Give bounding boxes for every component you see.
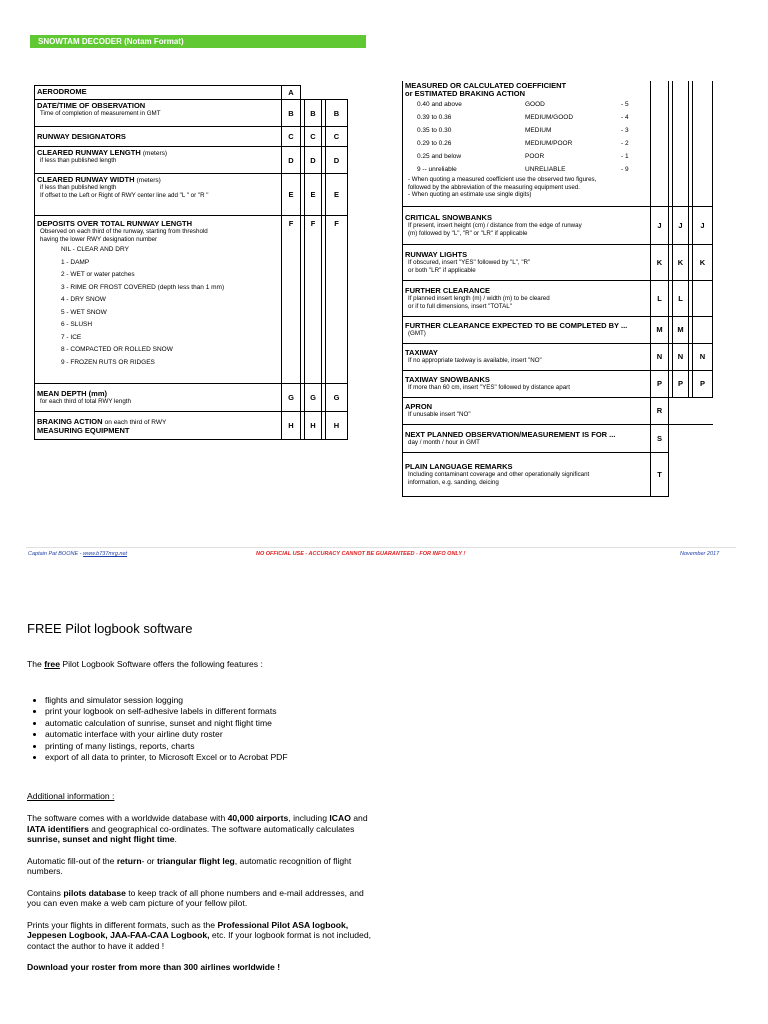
table-cell	[693, 316, 713, 343]
deposit-option: 7 - ICE	[61, 333, 82, 341]
field-letter: B	[305, 100, 322, 127]
row-date-time	[35, 100, 348, 127]
coefficient-label: MEDIUM/GOOD	[525, 114, 574, 121]
coefficient-range: 0.25 and below	[417, 153, 462, 160]
field-letter: J	[693, 206, 713, 244]
field-letter: H	[282, 412, 301, 440]
table-cell: BRAKING ACTION on each third of RWY MEASURING EQUIPMENT	[35, 412, 282, 440]
coefficient-code: - 3	[621, 127, 629, 134]
field-letter: F	[326, 216, 348, 384]
deposit-option: 5 - WET SNOW	[61, 308, 107, 316]
field-letter: B	[326, 100, 348, 127]
row-apron	[403, 397, 713, 424]
table-cell	[669, 424, 713, 452]
coefficient-range: 0.39 to 0.36	[417, 114, 452, 121]
row-braking-action	[35, 412, 348, 440]
table-cell: RUNWAY LIGHTS If obscured, insert "YES" followed by "L", "R" or both "LR" if applicable	[403, 244, 651, 280]
table-cell: FURTHER CLEARANCE If planned insert length (m) / width (m) to be cleared or if to full dimensions, insert "TOTAL"	[403, 280, 651, 316]
table-cell: DATE/TIME OF OBSERVATION Time of completion of measurement in GMT	[35, 100, 282, 127]
deposit-option: 9 - FROZEN RUTS OR RIDGES	[61, 358, 155, 366]
row-taxiway	[403, 343, 713, 370]
deposit-option: 3 - RIME OR FROST COVERED (depth less than 1 mm)	[61, 283, 225, 291]
deposit-option: 8 - COMPACTED OR ROLLED SNOW	[61, 346, 173, 353]
field-letter: G	[282, 384, 301, 412]
table-cell: RUNWAY DESIGNATORS	[35, 127, 282, 147]
paragraph-database: The software comes with a worldwide database with 40,000 airports, including ICAO and IATA identifiers and geographical co-ordinates. The software automatically calculates sunrise, sunset and night flight time.	[27, 813, 368, 844]
field-letter: D	[326, 147, 348, 174]
field-letter: R	[651, 397, 669, 424]
table-cell: NEXT PLANNED OBSERVATION/MEASUREMENT IS FOR ... day / month / hour in GMT	[403, 424, 651, 452]
field-letter: P	[651, 370, 669, 397]
snowtam-right-table	[402, 81, 713, 497]
row-cleared-width	[35, 174, 348, 216]
row-aerodrome	[35, 86, 348, 100]
field-letter: N	[651, 343, 669, 370]
field-letter: C	[326, 127, 348, 147]
field-letter: K	[651, 244, 669, 280]
coefficient-code: - 9	[621, 166, 629, 173]
table-cell: CLEARED RUNWAY WIDTH (meters) if less than published length If offset to the Left or Right of RWY center line add "L " or "R "	[35, 174, 282, 216]
coefficient-row	[405, 137, 648, 150]
paragraph-pilots-db: Contains pilots database to keep track of all phone numbers and e-mail addresses, and you can even make a web cam picture of your fellow pilot.	[27, 887, 364, 908]
features-list	[27, 695, 405, 763]
field-letter: T	[651, 452, 669, 496]
coefficient-label: GOOD	[525, 101, 545, 108]
row-further-clearance	[403, 280, 713, 316]
feature-item: • print your logbook on self-adhesive labels in different formats	[45, 706, 405, 717]
table-cell: CLEARED RUNWAY LENGTH (meters) if less than published length	[35, 147, 282, 174]
row-next-observation	[403, 424, 713, 452]
coefficient-range: 0.29 to 0.26	[417, 140, 452, 147]
row-critical-snowbanks	[403, 206, 713, 244]
table-cell: TAXIWAY If no appropriate taxiway is available, insert "NO"	[403, 343, 651, 370]
table-cell: MEAN DEPTH (mm) for each third of total RWY length	[35, 384, 282, 412]
table-cell: MEASURED OR CALCULATED COEFFICIENT or ESTIMATED BRAKING ACTION 0.40 and above GOOD - 5 0.39 to 0.36 MEDIUM/GOOD - 4 0.35 to 0.30 MEDIUM - 3 0.29 to 0.26 MEDIUM/POOR - 2 0.25 and below POOR - 1 9 -- unreliable UNRELIABLE - 9 - When quoting a measured coefficient use the observed two figures, followed by the abbreviation of the measuring equipment used. - When quoting an estimate use single digits)	[403, 81, 651, 206]
coefficient-row	[405, 150, 648, 163]
coefficient-label: UNRELIABLE	[525, 166, 566, 173]
coefficient-label: POOR	[525, 153, 545, 160]
coefficient-code: - 4	[621, 114, 629, 121]
row-braking-coefficient	[403, 81, 713, 206]
table-cell	[693, 280, 713, 316]
coefficient-rows	[405, 98, 648, 176]
coefficient-row	[405, 111, 648, 124]
coefficient-range: 0.35 to 0.30	[417, 127, 452, 134]
promo-body	[27, 813, 375, 984]
deposit-option: 2 - WET or water patches	[61, 271, 135, 278]
coefficient-code: - 1	[621, 153, 629, 160]
additional-info-heading: Additional information :	[27, 791, 115, 801]
snowtam-left-table	[34, 85, 348, 440]
coefficient-label: MEDIUM	[525, 127, 552, 134]
field-letter: B	[282, 100, 301, 127]
table-cell: TAXIWAY SNOWBANKS If more than 60 cm, insert "YES" followed by distance apart	[403, 370, 651, 397]
coefficient-row	[405, 98, 648, 111]
table-cell: FURTHER CLEARANCE EXPECTED TO BE COMPLETED BY ... (GMT)	[403, 316, 651, 343]
footer-divider	[26, 547, 736, 548]
row-mean-depth	[35, 384, 348, 412]
field-letter: J	[651, 206, 669, 244]
document-banner: SNOWTAM DECODER (Notam Format)	[30, 35, 366, 48]
coefficient-range: 0.40 and above	[417, 101, 462, 108]
field-letter: E	[305, 174, 322, 216]
deposit-option: 1 - DAMP	[61, 258, 90, 266]
field-letter: D	[282, 147, 301, 174]
table-cell: DEPOSITS OVER TOTAL RUNWAY LENGTH Observed on each third of the runway, starting from threshold having the lower RWY designation number NIL - CLEAR AND DRY 1 - DAMP 2 - WET or water patches 3 - RIME OR FROST COVERED (depth less than 1 mm) 4 - DRY SNOW 5 - WET SNOW 6 - SLUSH 7 - ICE 8 - COMPACTED OR ROLLED SNOW 9 - FROZEN RUTS OR RIDGES	[35, 216, 282, 384]
footer-disclaimer: NO OFFICIAL USE - ACCURACY CANNOT BE GUARANTEED - FOR INFO ONLY !	[256, 551, 466, 557]
field-letter: C	[305, 127, 322, 147]
row-runway-designators	[35, 127, 348, 147]
row-plain-remarks	[403, 452, 713, 496]
feature-item: • printing of many listings, reports, charts	[45, 741, 405, 752]
table-cell	[651, 81, 669, 206]
row-taxiway-snowbanks	[403, 370, 713, 397]
field-letter: K	[693, 244, 713, 280]
deposit-option: NIL - CLEAR AND DRY	[61, 246, 129, 253]
coefficient-row	[405, 124, 648, 137]
coefficient-row	[405, 163, 648, 176]
field-letter: G	[305, 384, 322, 412]
field-letter: D	[305, 147, 322, 174]
field-letter: G	[326, 384, 348, 412]
field-letter: N	[693, 343, 713, 370]
row-deposits	[35, 216, 348, 384]
promo-heading: FREE Pilot logbook software	[27, 621, 193, 636]
paragraph-autofill: Automatic fill-out of the return- or triangular flight leg, automatic recognition of flight numbers.	[27, 855, 352, 876]
table-cell	[669, 397, 713, 424]
feature-item: • automatic interface with your airline duty roster	[45, 729, 405, 740]
field-letter: F	[282, 216, 301, 384]
field-letter: E	[282, 174, 301, 216]
feature-item: • export of all data to printer, to Microsoft Excel or to Acrobat PDF	[45, 752, 405, 763]
field-letter: N	[673, 343, 689, 370]
deposit-option: 6 - SLUSH	[61, 321, 93, 328]
table-cell	[693, 81, 713, 206]
deposits-options	[37, 244, 279, 369]
coefficient-code: - 5	[621, 101, 629, 108]
field-letter: K	[673, 244, 689, 280]
coefficient-range: 9 -- unreliable	[417, 166, 457, 173]
field-letter: S	[651, 424, 669, 452]
field-letter: H	[305, 412, 322, 440]
table-cell: AERODROME	[35, 86, 282, 100]
deposit-option: 4 - DRY SNOW	[61, 296, 106, 303]
promo-intro: The free Pilot Logbook Software offers the following features :	[27, 659, 263, 669]
field-letter: J	[673, 206, 689, 244]
field-letter: P	[673, 370, 689, 397]
table-cell: PLAIN LANGUAGE REMARKS Including contaminant coverage and other operationally significant information, e.g. sanding, deicing	[403, 452, 651, 496]
footer-author: Captain Pat BOONE - www.b737mrg.net	[28, 551, 128, 557]
field-letter: A	[282, 86, 301, 100]
table-cell	[301, 86, 348, 100]
field-letter: E	[326, 174, 348, 216]
paragraph-formats: Prints your flights in different formats, such as the Professional Pilot ASA logbook, Jeppesen Logbook, JAA-FAA-CAA Logbook, etc. If your logbook format is not included, contact the author to have it added !	[27, 919, 372, 951]
coefficient-label: MEDIUM/POOR	[525, 140, 573, 147]
field-letter: M	[651, 316, 669, 343]
field-letter: P	[693, 370, 713, 397]
field-letter: L	[651, 280, 669, 316]
paragraph-roster: Download your roster from more than 300 airlines worldwide !	[27, 962, 281, 972]
field-letter: H	[326, 412, 348, 440]
field-letter: F	[305, 216, 322, 384]
field-letter: M	[673, 316, 689, 343]
table-cell	[673, 81, 689, 206]
footer-date: November 2017	[680, 551, 720, 557]
feature-item: • flights and simulator session logging	[45, 695, 405, 706]
row-runway-lights	[403, 244, 713, 280]
row-clearance-expected	[403, 316, 713, 343]
row-cleared-length	[35, 147, 348, 174]
coefficient-code: - 2	[621, 140, 629, 147]
table-cell: CRITICAL SNOWBANKS If present, insert height (cm) / distance from the edge of runway (m) followed by "L", "R" or "LR" if applicable	[403, 206, 651, 244]
field-letter: L	[673, 280, 689, 316]
author-website-link[interactable]: www.b737mrg.net	[83, 551, 128, 557]
table-cell: APRON If unusable insert "NO"	[403, 397, 651, 424]
feature-item: • automatic calculation of sunrise, sunset and night flight time	[45, 718, 405, 729]
table-cell	[669, 452, 713, 496]
field-letter: C	[282, 127, 301, 147]
